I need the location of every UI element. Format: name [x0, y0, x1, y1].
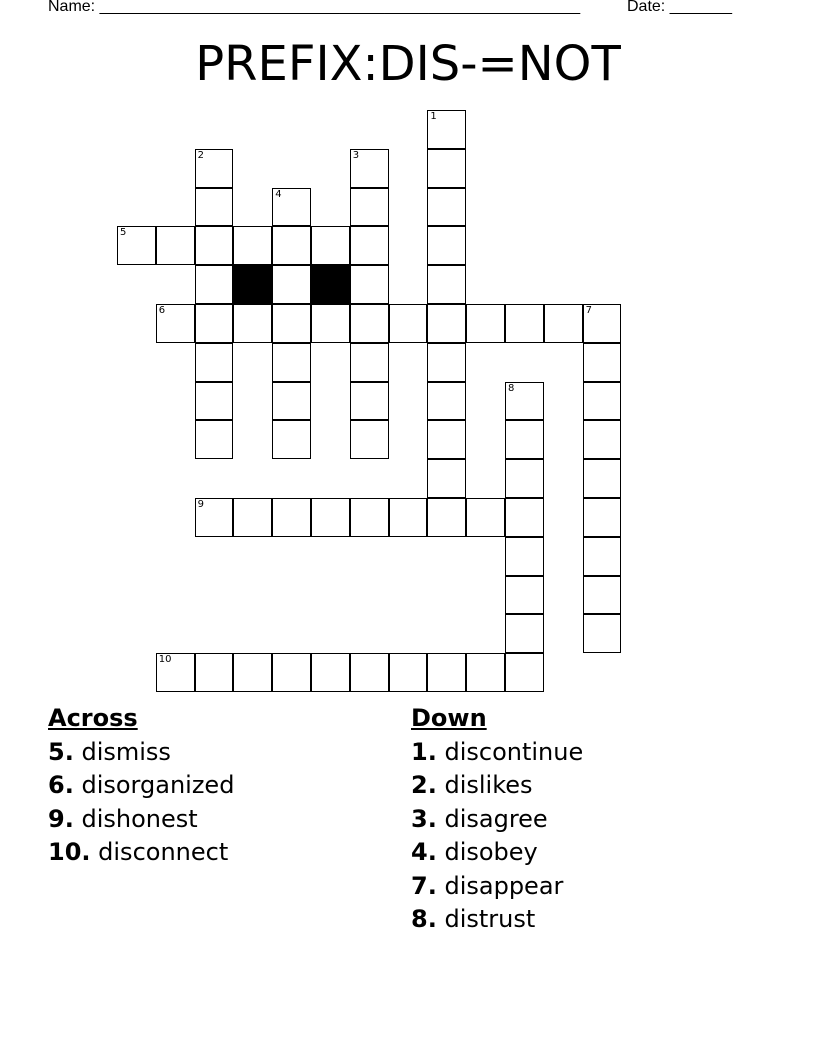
crossword-cell[interactable]: [350, 149, 389, 188]
crossword-cell[interactable]: [505, 653, 544, 692]
clue-number: 6.: [48, 771, 74, 799]
clue-number-label: 7: [585, 305, 592, 316]
crossword-cell[interactable]: [195, 226, 234, 265]
crossword-cell[interactable]: [427, 304, 466, 343]
crossword-cell[interactable]: [272, 304, 311, 343]
clue-text: dislikes: [444, 771, 533, 799]
clue-text: disobey: [444, 838, 538, 866]
clue-number: 2.: [411, 771, 437, 799]
clue-number: 8.: [411, 905, 437, 933]
crossword-cell[interactable]: [272, 653, 311, 692]
crossword-cell[interactable]: [389, 304, 428, 343]
across-clue: [48, 736, 234, 770]
crossword-cell[interactable]: [156, 304, 195, 343]
crossword-cell[interactable]: [233, 304, 272, 343]
crossword-cell[interactable]: [505, 420, 544, 459]
clue-number-label: 4: [275, 188, 282, 200]
crossword-cell[interactable]: [583, 343, 622, 382]
clue-number-label: 2: [197, 149, 204, 161]
crossword-cell[interactable]: [505, 382, 544, 421]
crossword-cell[interactable]: [195, 188, 234, 227]
crossword-cell[interactable]: [117, 226, 156, 265]
crossword-cell[interactable]: [427, 110, 466, 149]
crossword-cell[interactable]: [583, 576, 622, 615]
crossword-cell[interactable]: [311, 304, 350, 343]
crossword-cell[interactable]: [427, 459, 466, 498]
down-clue: [411, 803, 583, 837]
crossword-cell[interactable]: [389, 653, 428, 692]
crossword-cell[interactable]: [583, 420, 622, 459]
clue-number: 5.: [48, 737, 74, 766]
crossword-cell[interactable]: [583, 304, 622, 343]
crossword-cell[interactable]: [233, 226, 272, 265]
crossword-cell[interactable]: [156, 226, 195, 265]
crossword-cell[interactable]: [427, 420, 466, 459]
across-clues: [48, 702, 234, 870]
crossword-cell[interactable]: [311, 653, 350, 692]
crossword-cell[interactable]: [233, 653, 272, 692]
crossword-cell[interactable]: [156, 653, 195, 692]
across-clue: [48, 836, 234, 870]
crossword-cell[interactable]: [466, 304, 505, 343]
name-field-label[interactable]: Name: ______________________________________________________: [48, 0, 581, 15]
crossword-cell[interactable]: [350, 343, 389, 382]
clue-text: disconnect: [98, 838, 229, 866]
crossword-cell[interactable]: [427, 265, 466, 304]
clue-text: discontinue: [444, 737, 584, 766]
crossword-cell[interactable]: [195, 343, 234, 382]
crossword-cell[interactable]: [272, 382, 311, 421]
clue-text: dismiss: [81, 737, 171, 766]
crossword-cell[interactable]: [311, 498, 350, 537]
down-heading: Down: [411, 704, 487, 732]
crossword-cell[interactable]: [389, 498, 428, 537]
crossword-cell[interactable]: [311, 226, 350, 265]
crossword-cell[interactable]: [272, 188, 311, 227]
clue-number: 7.: [411, 871, 437, 900]
clue-number: 9.: [48, 804, 74, 833]
crossword-cell[interactable]: [427, 226, 466, 265]
crossword-cell[interactable]: [427, 498, 466, 537]
crossword-cell[interactable]: [272, 498, 311, 537]
clue-text: disorganized: [81, 771, 235, 799]
crossword-black-cell: [311, 265, 350, 304]
crossword-cell[interactable]: [350, 188, 389, 227]
crossword-cell[interactable]: [350, 653, 389, 692]
crossword-cell[interactable]: [350, 498, 389, 537]
down-clue: [411, 736, 583, 770]
crossword-cell[interactable]: [505, 459, 544, 498]
down-clue: [411, 769, 583, 803]
clue-text: disagree: [444, 804, 548, 833]
crossword-cell[interactable]: [583, 498, 622, 537]
clue-number-label: 3: [352, 149, 360, 161]
crossword-cell[interactable]: [195, 653, 234, 692]
crossword-cell[interactable]: [427, 382, 466, 421]
crossword-cell[interactable]: [350, 265, 389, 304]
crossword-cell[interactable]: [195, 149, 234, 188]
crossword-cell[interactable]: [466, 653, 505, 692]
crossword-cell[interactable]: [583, 382, 622, 421]
crossword-cell[interactable]: [583, 537, 622, 576]
crossword-cell[interactable]: [427, 343, 466, 382]
crossword-cell[interactable]: [272, 343, 311, 382]
clue-number: 4.: [411, 838, 437, 866]
clue-number-label: 10: [158, 654, 172, 666]
down-clues: [411, 702, 583, 937]
crossword-cell[interactable]: [583, 614, 622, 653]
clue-text: disappear: [444, 871, 564, 900]
crossword-cell[interactable]: [350, 304, 389, 343]
down-clue: [411, 903, 583, 937]
date-field-label[interactable]: Date: _______: [627, 0, 732, 15]
down-clue: [411, 870, 583, 904]
crossword-cell[interactable]: [350, 226, 389, 265]
crossword-cell[interactable]: [583, 459, 622, 498]
clue-number-label: 5: [120, 227, 127, 239]
crossword-cell[interactable]: [233, 498, 272, 537]
crossword-cell[interactable]: [350, 420, 389, 459]
clue-number-label: 1: [430, 111, 437, 122]
across-heading: Across: [48, 704, 138, 732]
page-title: PREFIX:DIS-=NOT: [195, 36, 621, 92]
crossword-cell[interactable]: [427, 188, 466, 227]
crossword-cell[interactable]: [350, 382, 389, 421]
crossword-cell[interactable]: [466, 498, 505, 537]
crossword-cell[interactable]: [427, 653, 466, 692]
crossword-cell[interactable]: [505, 576, 544, 615]
clue-number-label: 8: [508, 382, 515, 394]
crossword-cell[interactable]: [272, 226, 311, 265]
clue-number-label: 6: [158, 305, 166, 316]
crossword-cell[interactable]: [505, 614, 544, 653]
down-clue: [411, 836, 583, 870]
crossword-cell[interactable]: [195, 382, 234, 421]
crossword-cell[interactable]: [195, 304, 234, 343]
across-clue: [48, 769, 234, 803]
crossword-cell[interactable]: [427, 149, 466, 188]
crossword-cell[interactable]: [272, 265, 311, 304]
crossword-cell[interactable]: [272, 420, 311, 459]
crossword-cell[interactable]: [505, 304, 544, 343]
clue-number: 3.: [411, 804, 437, 833]
clue-text: dishonest: [81, 804, 198, 833]
crossword-black-cell: [233, 265, 272, 304]
clue-number: 10.: [48, 838, 91, 866]
crossword-cell[interactable]: [195, 265, 234, 304]
crossword-cell[interactable]: [544, 304, 583, 343]
across-clue: [48, 803, 234, 837]
crossword-cell[interactable]: [505, 498, 544, 537]
clue-number: 1.: [411, 737, 437, 766]
crossword-cell[interactable]: [195, 420, 234, 459]
clue-number-label: 9: [197, 499, 204, 510]
clue-text: distrust: [444, 905, 536, 933]
crossword-cell[interactable]: [505, 537, 544, 576]
crossword-cell[interactable]: [195, 498, 234, 537]
